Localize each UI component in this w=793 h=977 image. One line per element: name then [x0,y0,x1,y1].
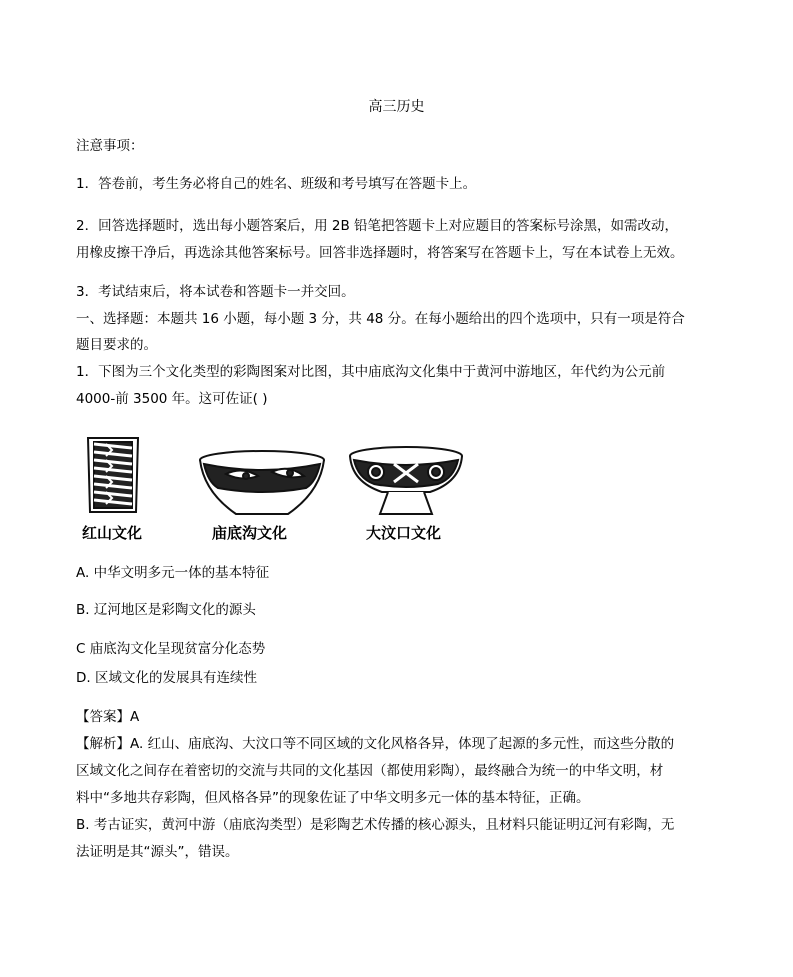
pottery-figure [76,430,476,545]
analysis-line-4: B. 考古证实，黄河中游（庙底沟类型）是彩陶艺术传播的核心源头，且材料只能证明辽河有彩陶，无 [76,817,675,833]
figure-label-hongshan: 红山文化 [82,524,143,542]
answer: 【答案】A [76,709,140,725]
option-a: A. 中华文明多元一体的基本特征 [76,565,270,581]
section-heading-line-2: 题目要求的。 [76,337,157,353]
notice-2-line-1: 2．回答选择题时，选出每小题答案后，用 2B 铅笔把答题卡上对应题目的答案标号涂黑，如需改动， [76,218,679,234]
notice-2-line-2: 用橡皮擦干净后，再选涂其他答案标号。回答非选择题时，将答案写在答题卡上，写在本试卷上无效。 [76,245,684,261]
figure-label-miaodigou: 庙底沟文化 [212,524,288,542]
option-c: C 庙底沟文化呈现贫富分化态势 [76,641,266,657]
analysis-line-1: 【解析】A. 红山、庙底沟、大汶口等不同区域的文化风格各异，体现了起源的多元性，而这些分散的 [76,736,675,752]
page-title: 高三历史 [368,99,425,115]
analysis-line-2: 区域文化之间存在着密切的交流与共同的文化基因（都使用彩陶），最终融合为统一的中华文明，材 [76,763,664,779]
figure-label-dawenkou: 大汶口文化 [366,524,442,542]
hongshan-pot-image [88,438,138,512]
option-d: D. 区域文化的发展具有连续性 [76,670,257,686]
dawenkou-bowl-image [350,447,462,514]
notice-heading: 注意事项： [76,138,144,154]
notice-3: 3．考试结束后，将本试卷和答题卡一并交回。 [76,284,355,300]
notice-1: 1．答卷前，考生务必将自己的姓名、班级和考号填写在答题卡上。 [76,176,477,192]
question-1-line-2: 4000-前 3500 年。这可佐证( ) [76,391,268,407]
section-heading-line-1: 一、选择题：本题共 16 小题，每小题 3 分，共 48 分。在每小题给出的四个选项中，只有一项是符合 [76,311,685,327]
analysis-line-3: 料中“多地共存彩陶，但风格各异”的现象佐证了中华文明多元一体的基本特征，正确。 [76,790,590,806]
option-b: B. 辽河地区是彩陶文化的源头 [76,602,256,618]
miaodigou-bowl-image [200,451,324,514]
question-1-line-1: 1．下图为三个文化类型的彩陶图案对比图，其中庙底沟文化集中于黄河中游地区，年代约为公元前 [76,364,666,380]
pottery-illustration [76,430,476,520]
analysis-line-5: 法证明是其“源头”，错误。 [76,844,239,860]
